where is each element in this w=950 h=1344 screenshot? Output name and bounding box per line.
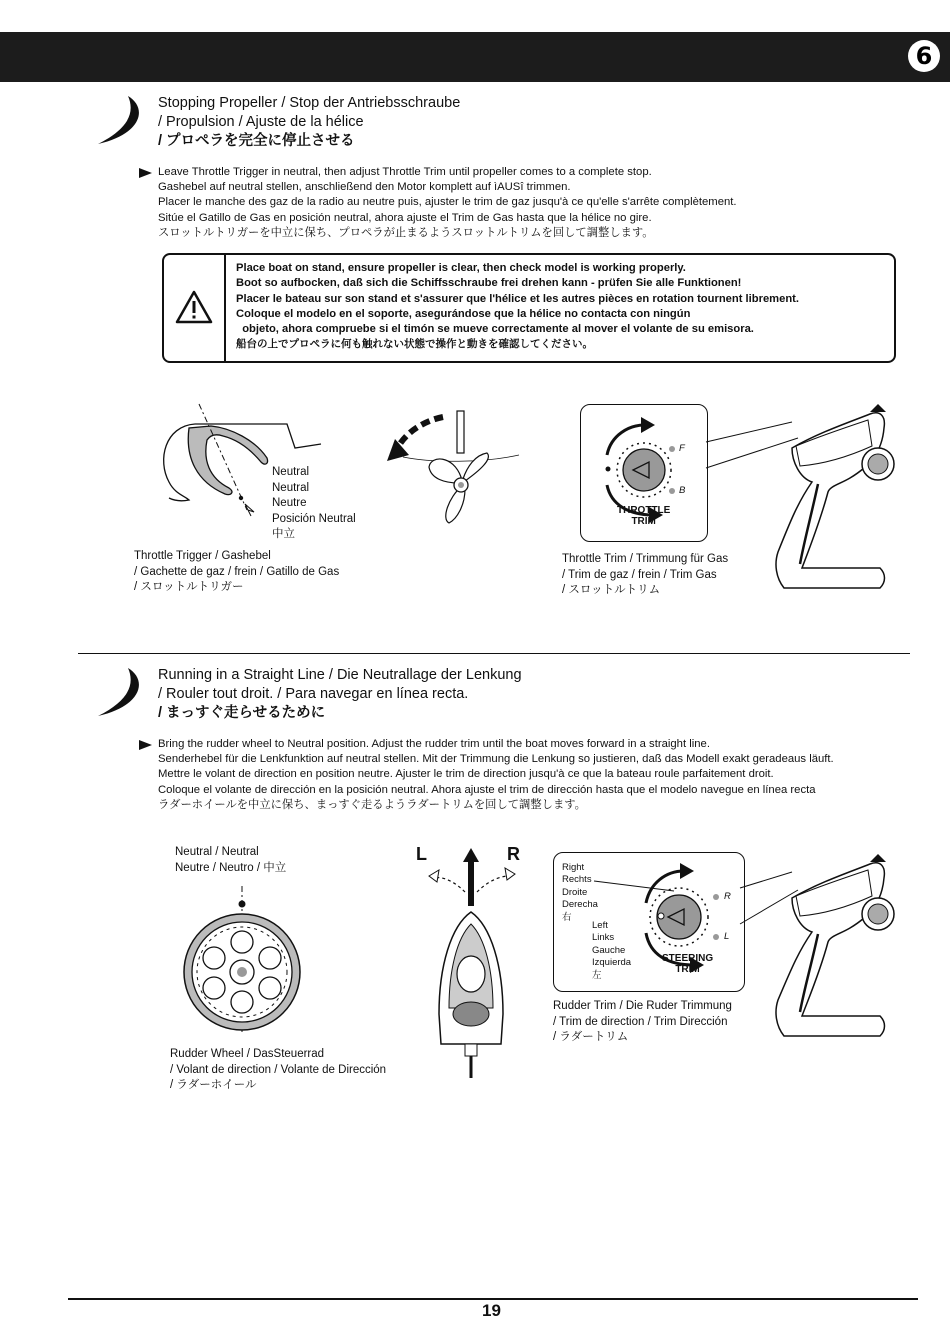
warning-line: Placer le bateau sur son stand et s'assurer que l'hélice et les autres pièces en rotation tournent librement. xyxy=(236,292,800,305)
dial-l-label: L xyxy=(724,931,730,942)
section2-title-line: Running in a Straight Line / Die Neutrallage der Lenkung xyxy=(158,667,522,683)
left-labels xyxy=(592,920,631,982)
step-number-badge: 6 xyxy=(908,40,940,72)
warning-divider xyxy=(224,255,226,361)
wheel-neutral-label xyxy=(175,845,286,876)
footer-rule xyxy=(68,1298,918,1300)
warning-text xyxy=(236,261,799,353)
section-divider xyxy=(78,653,910,654)
section2-instructions xyxy=(158,737,834,813)
neutral-label: 中立 xyxy=(272,528,295,540)
caption-line: / スロットルトリム xyxy=(562,584,661,596)
rudder-trim-caption xyxy=(553,999,732,1046)
warning-line: objeto, ahora compruebe si el timón se mueve correctamente al mover el volante de su emisora. xyxy=(236,323,754,336)
neutral-label: Neutral xyxy=(272,481,310,494)
right-label: Droite xyxy=(562,886,588,898)
caption-line: Rudder Trim / Die Ruder Trimmung xyxy=(553,1000,732,1012)
dial-name-line: THROTTLE xyxy=(617,505,671,516)
boat-top-view-illustration xyxy=(425,846,530,1081)
list-arrow-icon xyxy=(139,168,152,178)
right-label: Rechts xyxy=(562,874,592,886)
step-swoosh-icon xyxy=(96,666,150,718)
label-line: Neutre / Neutro / 中立 xyxy=(175,861,287,874)
caption-line: / Trim de gaz / frein / Trim Gas xyxy=(562,568,717,581)
dial-name-line: STEERING xyxy=(662,953,714,964)
caption-line: Throttle Trim / Trimmung für Gas xyxy=(562,553,729,565)
header-bar xyxy=(0,32,950,82)
instruction-line: ラダーホイールを中立に保ち、まっすぐ走るようラダートリムを回して調整します。 xyxy=(158,798,586,811)
trigger-caption xyxy=(134,549,339,596)
right-labels xyxy=(562,862,598,924)
section2-title xyxy=(158,666,522,723)
dial-b-label: B xyxy=(679,485,686,496)
list-arrow-icon xyxy=(139,740,152,750)
throttle-trim-dial-box xyxy=(580,404,708,542)
warning-line: Coloque el modelo en el soporte, asegurándose que la hélice no contacta con ningún xyxy=(236,307,691,320)
dial-r-label: R xyxy=(724,891,731,902)
section1-title-line: / プロペラを完全に停止させる xyxy=(158,133,355,149)
transmitter-illustration xyxy=(700,402,900,592)
instruction-line: Bring the rudder wheel to Neutral position. Adjust the rudder trim until the boat moves forward in a straight line. xyxy=(158,738,710,750)
label-line: Neutral / Neutral xyxy=(175,846,259,858)
caption-line: / スロットルトリガー xyxy=(134,581,244,593)
left-label: 左 xyxy=(592,969,602,981)
left-label: Gauche xyxy=(592,944,626,956)
warning-triangle-icon xyxy=(174,289,214,325)
instruction-line: Coloque el volante de dirección en la posición neutral. Ahora ajuste el trim de dirección hasta que el modelo navegue en línea recta xyxy=(158,783,816,796)
section1-instructions xyxy=(158,165,737,241)
neutral-label: Neutral xyxy=(272,466,310,478)
warning-box xyxy=(162,253,896,363)
right-label: 右 xyxy=(562,911,572,923)
caption-line: Rudder Wheel / DasSteuerrad xyxy=(170,1048,325,1060)
page-number: 19 xyxy=(482,1301,501,1320)
caption-line: / ラダーホイール xyxy=(170,1079,257,1091)
warning-line: Place boat on stand, ensure propeller is clear, then check model is working properly. xyxy=(236,262,686,274)
neutral-label: Neutre xyxy=(272,497,307,509)
section2-title-line: / まっすぐ走らせるために xyxy=(158,705,326,721)
warning-line: Boot so aufbocken, daß sich die Schiffsschraube frei drehen kann - prüfen Sie alle Funktionen! xyxy=(236,277,742,290)
section1-title-line: / Propulsion / Ajuste de la hélice xyxy=(158,114,364,130)
left-label: Izquierda xyxy=(592,957,632,969)
instruction-line: Placer le manche des gaz de la radio au neutre puis, ajuster le trim de gaz jusqu'à ce qu'elle s'arrête complètement. xyxy=(158,196,737,209)
throttle-trim-caption xyxy=(562,552,728,599)
dial-name-line: TRIM xyxy=(675,964,700,975)
right-label: Derecha xyxy=(562,899,598,911)
warning-line: 船台の上でプロペラに何も触れない状態で操作と動きを確認してください。 xyxy=(236,338,593,351)
caption-line: / ラダートリム xyxy=(553,1031,629,1043)
left-label: Links xyxy=(592,932,615,944)
caption-line: / Trim de direction / Trim Dirección xyxy=(553,1015,728,1028)
dial-f-label: F xyxy=(679,443,685,454)
instruction-line: スロットルトリガーを中立に保ち、プロペラが止まるようスロットルトリムを回して調整します。 xyxy=(158,226,654,239)
neutral-labels xyxy=(272,465,356,543)
instruction-line: Leave Throttle Trigger in neutral, then adjust Throttle Trim until propeller comes to a complete stop. xyxy=(158,166,652,178)
instruction-line: Mettre le volant de direction en position neutre. Ajuster le trim de direction jusqu'à ce que la bateau roule parfaitement droit. xyxy=(158,768,774,781)
neutral-label: Posición Neutral xyxy=(272,512,356,525)
caption-line: / Volant de direction / Volante de Dirección xyxy=(170,1063,387,1076)
instruction-line: Sitúe el Gatillo de Gas en posición neutral, ahora ajuste el Trim de Gas hasta que la hélice no gire. xyxy=(158,211,652,224)
left-label: Left xyxy=(592,920,608,931)
boat-left-label: L xyxy=(416,844,427,864)
right-label: Right xyxy=(562,862,585,873)
instruction-line: Senderhebel für die Lenkfunktion auf neutral stellen. Mit der Trimmung die Lenkung so justieren, daß das Modell exakt geradeaus läuft. xyxy=(158,753,834,766)
section1-title xyxy=(158,94,460,151)
caption-line: Throttle Trigger / Gashebel xyxy=(134,550,271,562)
caption-line: / Gachette de gaz / frein / Gatillo de Gas xyxy=(134,565,340,578)
dial-name-line: TRIM xyxy=(631,516,656,527)
dial-name-label xyxy=(617,505,670,527)
boat-right-label: R xyxy=(507,844,520,864)
section1-title-line: Stopping Propeller / Stop der Antriebsschraube xyxy=(158,95,461,111)
rudder-wheel-caption xyxy=(170,1047,386,1094)
instruction-line: Gashebel auf neutral stellen, anschließend den Motor komplett auf ìAUSî trimmen. xyxy=(158,181,571,194)
section2-title-line: / Rouler tout droit. / Para navegar en línea recta. xyxy=(158,686,469,702)
step-swoosh-icon xyxy=(96,94,150,146)
propeller-illustration xyxy=(383,405,523,530)
rudder-wheel-illustration xyxy=(180,880,305,1040)
